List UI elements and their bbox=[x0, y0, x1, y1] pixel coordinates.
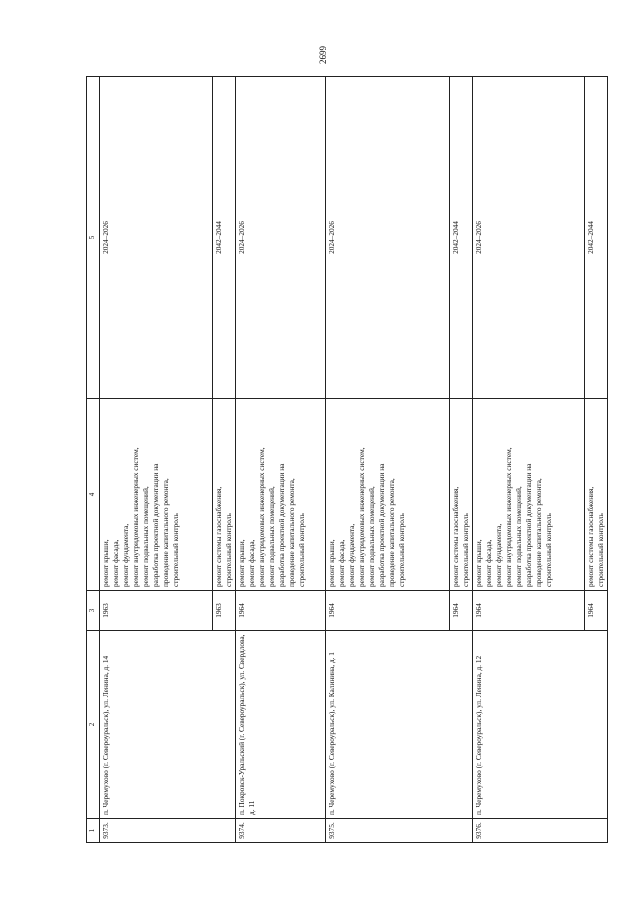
address-cell: п. Покровск-Уральский (г. Североуральск), ул. Свердлова, д. 11 bbox=[235, 631, 325, 819]
table-row bbox=[235, 77, 325, 843]
planned-period-cell: 2024–2026 bbox=[472, 77, 584, 399]
build-year-cell: 1963 bbox=[212, 591, 235, 631]
page-number-area bbox=[300, 46, 340, 72]
work-item: ремонт фасада, bbox=[110, 539, 120, 587]
work-item: ремонт подвальных помещений, bbox=[266, 486, 276, 587]
header-cell: 5 bbox=[87, 77, 100, 399]
work-item: ремонт фасада, bbox=[483, 539, 493, 587]
work-item: строительный контроль bbox=[544, 513, 554, 587]
header-cell: 3 bbox=[87, 591, 100, 631]
row-number-cell: 9376. bbox=[472, 819, 607, 843]
work-item: ремонт внутридомовых инженерных систем, bbox=[504, 447, 514, 587]
build-year-cell: 1964 bbox=[584, 591, 607, 631]
planned-period-cell: 2042–2044 bbox=[584, 77, 607, 399]
build-year-cell: 1964 bbox=[235, 591, 325, 631]
address-cell: п. Черемухово (г. Североуральск), ул. Калинина, д. 1 bbox=[325, 631, 472, 819]
work-item: ремонт подвальных помещений, bbox=[140, 486, 150, 587]
work-item: ремонт крыши, bbox=[100, 539, 110, 587]
planned-period-cell: 2024–2026 bbox=[235, 77, 325, 399]
work-item: ремонт системы газоснабжения, bbox=[585, 486, 595, 587]
works-cell bbox=[235, 399, 325, 591]
work-item: ремонт внутридомовых инженерных систем, bbox=[130, 447, 140, 587]
work-item: ремонт фасада, bbox=[246, 539, 256, 587]
work-item: строительный контроль bbox=[595, 513, 605, 587]
planned-period-cell: 2024–2026 bbox=[325, 77, 449, 399]
page-number: 2699 bbox=[318, 46, 328, 64]
planned-period-cell: 2024–2026 bbox=[99, 77, 212, 399]
work-item: ремонт крыши, bbox=[236, 539, 246, 587]
work-item: ремонт внутридомовых инженерных систем, bbox=[256, 447, 266, 587]
row-number-cell: 9374. bbox=[235, 819, 325, 843]
planned-period-cell: 2042–2044 bbox=[212, 77, 235, 399]
work-item: ремонт подвальных помещений, bbox=[514, 486, 524, 587]
work-item: ремонт крыши, bbox=[473, 539, 483, 587]
work-item: строительный контроль bbox=[297, 513, 307, 587]
build-year-cell: 1964 bbox=[449, 591, 472, 631]
build-year-cell: 1964 bbox=[472, 591, 584, 631]
header-cell: 4 bbox=[87, 399, 100, 591]
work-item: ремонт фундамента, bbox=[120, 523, 130, 587]
work-item: строительный контроль bbox=[397, 513, 407, 587]
work-item: ремонт подвальных помещений, bbox=[367, 486, 377, 587]
table-row bbox=[99, 77, 212, 843]
works-cell bbox=[99, 399, 212, 591]
build-year-cell: 1964 bbox=[325, 591, 449, 631]
works-cell bbox=[449, 399, 472, 591]
build-year-cell: 1963 bbox=[99, 591, 212, 631]
work-item: проведение капитального ремонта, bbox=[161, 478, 171, 587]
work-item: ремонт внутридомовых инженерных систем, bbox=[356, 447, 366, 587]
row-number-cell: 9373. bbox=[99, 819, 235, 843]
works-cell bbox=[584, 399, 607, 591]
works-cell bbox=[472, 399, 584, 591]
work-item: ремонт системы газоснабжения, bbox=[450, 486, 460, 587]
table-header-row bbox=[87, 77, 100, 843]
works-cell bbox=[325, 399, 449, 591]
work-item: ремонт системы газоснабжения, bbox=[213, 486, 223, 587]
work-item: строительный контроль bbox=[171, 513, 181, 587]
work-item: разработка проектной документации на bbox=[377, 463, 387, 587]
table-row bbox=[472, 77, 584, 843]
work-item: ремонт фасада, bbox=[336, 539, 346, 587]
work-item: разработка проектной документации на bbox=[150, 463, 160, 587]
row-number-cell: 9375. bbox=[325, 819, 472, 843]
work-item: ремонт фундамента, bbox=[494, 523, 504, 587]
work-item: ремонт крыши, bbox=[326, 539, 336, 587]
table-row bbox=[325, 77, 449, 843]
address-cell: п. Черемухово (г. Североуральск), ул. Ленина, д. 12 bbox=[472, 631, 607, 819]
header-cell: 2 bbox=[87, 631, 100, 819]
planned-period-cell: 2042–2044 bbox=[449, 77, 472, 399]
work-item: строительный контроль bbox=[460, 513, 470, 587]
works-cell bbox=[212, 399, 235, 591]
rotated-page-content bbox=[86, 77, 605, 843]
work-item: проведение капитального ремонта, bbox=[287, 478, 297, 587]
header-cell: 1 bbox=[87, 819, 100, 843]
work-item: разработка проектной документации на bbox=[524, 463, 534, 587]
work-item: строительный контроль bbox=[223, 513, 233, 587]
work-item: проведение капитального ремонта, bbox=[534, 478, 544, 587]
work-item: ремонт фундамента, bbox=[346, 523, 356, 587]
address-cell: п. Черемухово (г. Североуральск), ул. Ленина, д. 14 bbox=[99, 631, 235, 819]
repair-schedule-table bbox=[86, 76, 608, 843]
work-item: проведение капитального ремонта, bbox=[387, 478, 397, 587]
work-item: разработка проектной документации на bbox=[277, 463, 287, 587]
